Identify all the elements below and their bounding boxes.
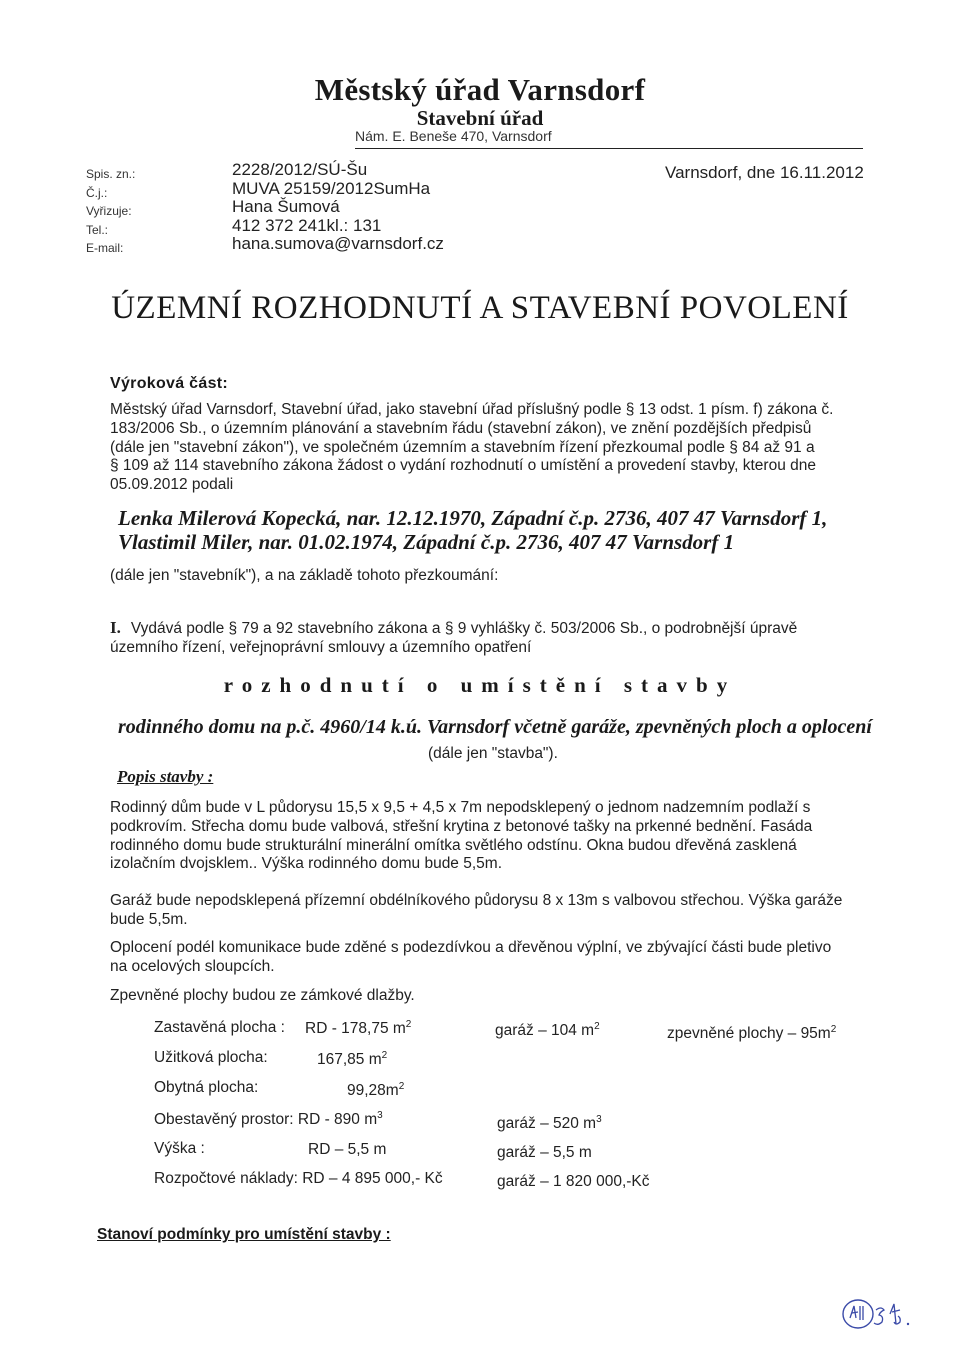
spec-obestaveny bbox=[154, 1110, 383, 1129]
popis-line: izolačním dvojsklem.. Výška rodinného domu bude 5,5m. bbox=[110, 855, 503, 873]
spec-zastavena-garaz bbox=[495, 1021, 600, 1040]
popis-line: podkrovím. Střecha domu bude valbová, střešní krytina z betonové tašky na prkenné bednění. Fasáda bbox=[110, 817, 813, 835]
unit-exponent: 2 bbox=[405, 1019, 412, 1030]
meta-label: Č.j.: bbox=[86, 185, 108, 200]
intro-line: § 109 až 114 stavebního zákona žádost o vydání rozhodnutí o umístění a provedení stavby, kterou dne bbox=[110, 457, 816, 475]
document-title: ÚZEMNÍ ROZHODNUTÍ A STAVEBNÍ POVOLENÍ bbox=[111, 290, 849, 326]
unit-exponent: 2 bbox=[398, 1081, 405, 1092]
spec-value-text: RD - 178,75 m bbox=[305, 1020, 406, 1038]
intro-line: Městský úřad Varnsdorf, Stavební úřad, jako stavební úřad příslušný podle § 13 odst. 1 písm. f) zákona č. bbox=[110, 401, 834, 418]
spec-uzitkova-value bbox=[317, 1050, 387, 1069]
vyrizuje-value: Hana Šumová bbox=[232, 197, 340, 216]
spec-obytna-label: Obytná plocha: bbox=[154, 1079, 259, 1096]
spec-zpevnene bbox=[667, 1024, 836, 1043]
spec-vyska-garaz: garáž – 5,5 m bbox=[497, 1144, 592, 1161]
spec-value-text: 99,28m bbox=[347, 1082, 399, 1100]
spec-zastavena-label: Zastavěná plocha : bbox=[154, 1019, 285, 1036]
popis-heading: Popis stavby : bbox=[117, 767, 214, 786]
applicant-line: Lenka Milerová Kopecká, nar. 12.12.1970, Západní č.p. 2736, 407 47 Varnsdorf 1, bbox=[118, 506, 828, 530]
meta-label: E-mail: bbox=[86, 241, 124, 255]
unit-exponent: 2 bbox=[594, 1021, 600, 1032]
popis-line: Rodinný dům bude v L půdorysu 15,5 x 9,5 + 4,5 x 7m nepodsklepený o jednom nadzemním podlaží s bbox=[110, 799, 811, 816]
decision-text: Vydává podle § 79 a 92 stavebního zákona a § 9 vyhlášky č. 503/2006 Sb., o podrobnější úpravě bbox=[130, 620, 798, 637]
meta-label: Vyřizuje: bbox=[86, 204, 132, 218]
popis-paragraph bbox=[110, 892, 864, 930]
decision-line: územního řízení, veřejnoprávní smlouvy a územního opatření bbox=[110, 638, 532, 656]
meta-label: Tel.: bbox=[86, 222, 109, 237]
decision-number: I. bbox=[110, 618, 121, 637]
meta-labels bbox=[86, 165, 135, 258]
popis-paragraph bbox=[110, 987, 864, 1006]
popis-line: Garáž bude nepodsklepená přízemní obdélníkového půdorysu 8 x 13m s valbovou střechou. Výška garáže bbox=[110, 892, 843, 909]
dale-jen-stavba: (dále jen "stavba"). bbox=[428, 745, 558, 762]
popis-line: bude 5,5m. bbox=[110, 910, 188, 928]
spec-obestaveny-garaz bbox=[497, 1114, 602, 1133]
spec-value-text: garáž – 520 m bbox=[497, 1115, 597, 1133]
popis-line: Oplocení podél komunikace bude zděné s podezdívkou a dřevěnou výplní, ve zbývající části bude pletivo bbox=[110, 939, 832, 956]
unit-exponent: 2 bbox=[381, 1050, 388, 1061]
popis-line: Zpevněné plochy budou ze zámkové dlažby. bbox=[110, 987, 415, 1004]
spec-zastavena-value bbox=[305, 1019, 411, 1038]
section-label: Výroková část: bbox=[110, 375, 229, 392]
applicants bbox=[118, 506, 878, 554]
meta-values bbox=[232, 161, 444, 254]
decision-block bbox=[110, 619, 864, 658]
spec-value-text: 167,85 m bbox=[317, 1051, 382, 1069]
office-address: Nám. E. Beneše 470, Varnsdorf bbox=[355, 128, 552, 144]
meta-label: Spis. zn.: bbox=[86, 167, 136, 181]
spec-value-text: Obestavěný prostor: RD - 890 m bbox=[154, 1111, 378, 1129]
header-divider bbox=[355, 148, 863, 149]
popis-line: na ocelových sloupcích. bbox=[110, 957, 275, 975]
document-date: Varnsdorf, dne 16.11.2012 bbox=[665, 163, 864, 182]
rozhodnuti-heading: rozhodnutí o umístění stavby bbox=[223, 673, 737, 697]
handwritten-page-mark bbox=[838, 1296, 958, 1336]
stanovi-heading: Stanoví podmínky pro umístění stavby : bbox=[97, 1226, 391, 1243]
department-name: Stavební úřad bbox=[416, 106, 544, 130]
unit-exponent: 3 bbox=[377, 1110, 383, 1121]
tel-value: 412 372 241kl.: 131 bbox=[232, 215, 382, 235]
intro-line: (dále jen "stavební zákon"), ve společném územním a stavebním řízení přezkoumal podle § 84 až 91 a bbox=[110, 438, 815, 456]
spec-uzitkova-label: Užitková plocha: bbox=[154, 1049, 268, 1066]
spec-vyska-label: Výška : bbox=[154, 1140, 205, 1157]
office-name: Městský úřad Varnsdorf bbox=[314, 72, 646, 107]
stavba-name: rodinného domu na p.č. 4960/14 k.ú. Varnsdorf včetně garáže, zpevněných ploch a oplocení bbox=[118, 716, 872, 738]
spec-vyska-value: RD – 5,5 m bbox=[308, 1141, 387, 1158]
spec-obytna-value bbox=[347, 1081, 404, 1100]
intro-line: 05.09.2012 podali bbox=[110, 476, 234, 494]
spec-value-text: garáž – 104 m bbox=[495, 1022, 595, 1040]
spis-zn-value: 2228/2012/SÚ-Šu bbox=[232, 160, 368, 179]
dale-jen-stavebnik: (dále jen "stavebník"), a na základě tohoto přezkoumání: bbox=[110, 567, 499, 584]
applicant-line: Vlastimil Miler, nar. 01.02.1974, Západní č.p. 2736, 407 47 Varnsdorf 1 bbox=[118, 530, 735, 554]
spec-value-text: zpevněné plochy – 95m bbox=[667, 1025, 831, 1043]
spec-naklady: Rozpočtové náklady: RD – 4 895 000,- Kč bbox=[154, 1170, 443, 1187]
intro-line: 183/2006 Sb., o územním plánování a stavebním řádu (stavební zákon), ve znění pozdějších předpisů bbox=[110, 419, 812, 437]
unit-exponent: 3 bbox=[596, 1114, 602, 1125]
popis-paragraph bbox=[110, 799, 864, 874]
intro-paragraph bbox=[110, 401, 864, 495]
popis-line: rodinného domu bude strukturální minerální omítka světlého odstínu. Okna budou dřevěná zasklená bbox=[110, 836, 797, 854]
email-value: hana.sumova@varnsdorf.cz bbox=[232, 234, 444, 253]
unit-exponent: 2 bbox=[830, 1024, 837, 1035]
spec-naklady-garaz: garáž – 1 820 000,-Kč bbox=[497, 1173, 650, 1190]
popis-paragraph bbox=[110, 939, 864, 977]
decision-line bbox=[110, 619, 864, 639]
cj-value: MUVA 25159/2012SumHa bbox=[232, 178, 431, 198]
